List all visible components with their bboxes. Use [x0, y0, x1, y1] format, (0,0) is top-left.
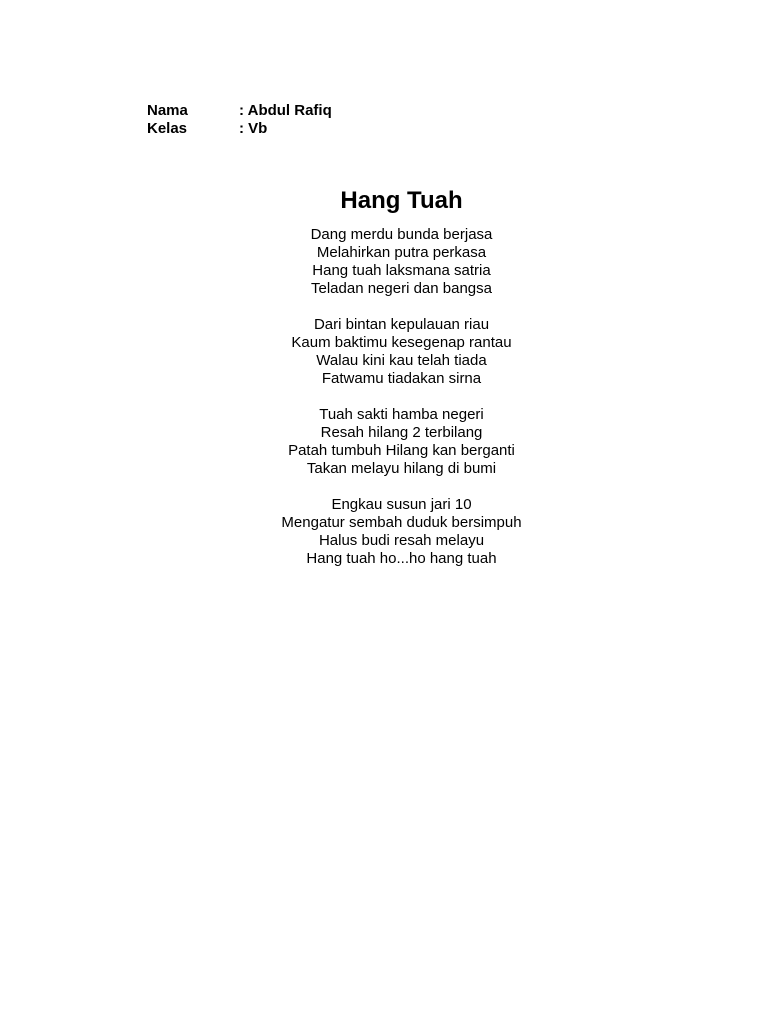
poem-line: Melahirkan putra perkasa — [316, 244, 487, 261]
poem-line: Halus budi resah melayu — [318, 532, 485, 549]
stanza — [0, 226, 768, 298]
poem-line: Fatwamu tiadakan sirna — [321, 370, 482, 387]
poem-line: Engkau susun jari 10 — [331, 496, 472, 513]
student-info — [147, 102, 332, 138]
stanza — [0, 406, 768, 478]
poem-line: Tuah sakti hamba negeri — [319, 406, 484, 423]
class-row — [147, 120, 332, 138]
poem-line: Resah hilang 2 terbilang — [320, 424, 483, 441]
poem-line: Hang tuah laksmana satria — [312, 262, 491, 279]
poem-line: Teladan negeri dan bangsa — [311, 280, 492, 297]
name-row — [147, 102, 332, 120]
poem-line: Walau kini kau telah tiada — [316, 352, 487, 369]
stanza — [0, 496, 768, 568]
stanza — [0, 316, 768, 388]
poem-line: Kaum baktimu kesegenap rantau — [291, 334, 512, 351]
name-value: : Abdul Rafiq — [239, 102, 332, 119]
poem-body — [0, 226, 768, 586]
poem-line: Mengatur sembah duduk bersimpuh — [281, 514, 522, 531]
poem-line: Hang tuah ho...ho hang tuah — [306, 550, 497, 567]
poem-line: Takan melayu hilang di bumi — [306, 460, 497, 477]
poem-line: Dari bintan kepulauan riau — [313, 316, 490, 333]
poem-title: Hang Tuah — [340, 187, 463, 214]
poem-line: Patah tumbuh Hilang kan berganti — [288, 442, 515, 459]
name-label: Nama — [147, 102, 188, 119]
poem-line: Dang merdu bunda berjasa — [310, 226, 493, 243]
class-value: : Vb — [239, 120, 268, 137]
class-label: Kelas — [147, 120, 188, 137]
